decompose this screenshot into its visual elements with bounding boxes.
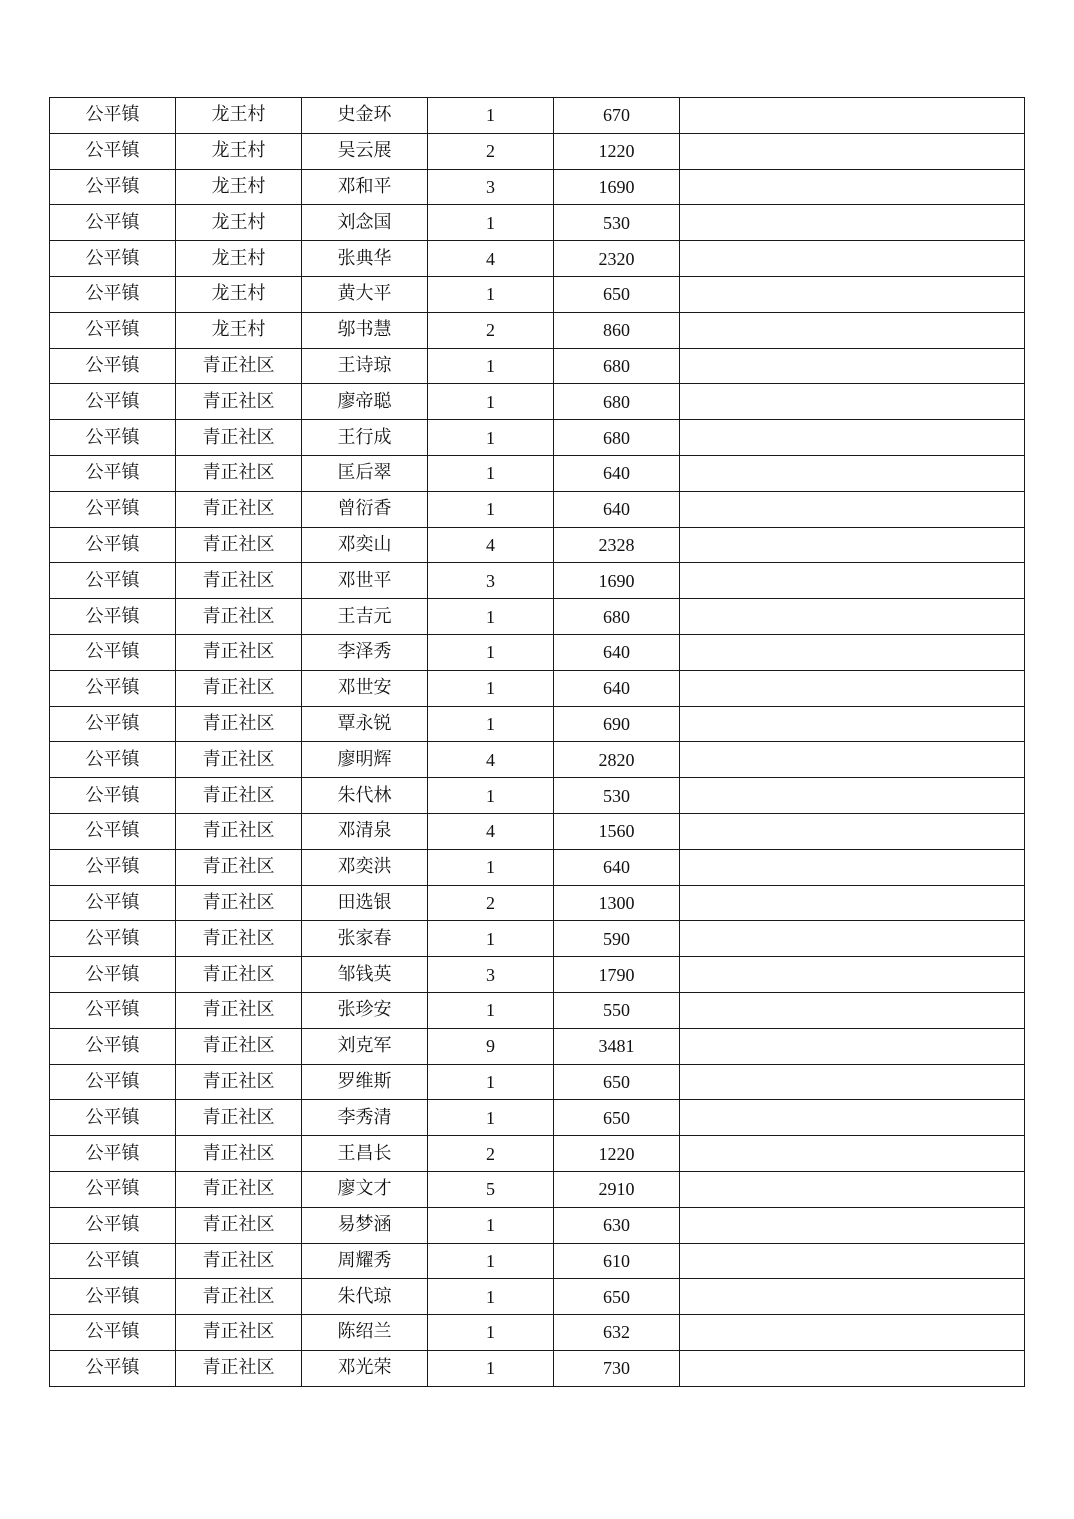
town-cell: 公平镇 — [50, 1279, 176, 1315]
town-cell: 公平镇 — [50, 241, 176, 277]
household-size-cell: 1 — [428, 1207, 554, 1243]
household-size-cell: 3 — [428, 169, 554, 205]
table-row — [50, 1207, 1025, 1243]
amount-cell: 590 — [554, 921, 680, 957]
remarks-cell — [680, 1207, 1025, 1243]
remarks-cell — [680, 455, 1025, 491]
town-cell: 公平镇 — [50, 205, 176, 241]
table-body — [50, 98, 1025, 1387]
town-cell: 公平镇 — [50, 634, 176, 670]
table-row — [50, 599, 1025, 635]
town-cell: 公平镇 — [50, 169, 176, 205]
remarks-cell — [680, 420, 1025, 456]
remarks-cell — [680, 1279, 1025, 1315]
remarks-cell — [680, 205, 1025, 241]
table-row — [50, 563, 1025, 599]
amount-cell: 680 — [554, 420, 680, 456]
village-cell: 青正社区 — [176, 957, 302, 993]
remarks-cell — [680, 742, 1025, 778]
table-row — [50, 348, 1025, 384]
remarks-cell — [680, 599, 1025, 635]
name-cell: 邓奕洪 — [302, 849, 428, 885]
village-cell: 青正社区 — [176, 992, 302, 1028]
name-cell: 邹钱英 — [302, 957, 428, 993]
amount-cell: 680 — [554, 384, 680, 420]
amount-cell: 690 — [554, 706, 680, 742]
name-cell: 邓奕山 — [302, 527, 428, 563]
remarks-cell — [680, 634, 1025, 670]
remarks-cell — [680, 527, 1025, 563]
remarks-cell — [680, 849, 1025, 885]
household-size-cell: 2 — [428, 1136, 554, 1172]
amount-cell: 1690 — [554, 563, 680, 599]
village-cell: 青正社区 — [176, 384, 302, 420]
remarks-cell — [680, 348, 1025, 384]
town-cell: 公平镇 — [50, 133, 176, 169]
table-row — [50, 634, 1025, 670]
table-row — [50, 1136, 1025, 1172]
name-cell: 刘克军 — [302, 1028, 428, 1064]
household-size-cell: 1 — [428, 706, 554, 742]
name-cell: 吴云展 — [302, 133, 428, 169]
household-size-cell: 5 — [428, 1171, 554, 1207]
village-cell: 青正社区 — [176, 1243, 302, 1279]
name-cell: 陈绍兰 — [302, 1315, 428, 1351]
village-cell: 龙王村 — [176, 169, 302, 205]
remarks-cell — [680, 706, 1025, 742]
remarks-cell — [680, 813, 1025, 849]
household-size-cell: 1 — [428, 384, 554, 420]
town-cell: 公平镇 — [50, 670, 176, 706]
amount-cell: 630 — [554, 1207, 680, 1243]
town-cell: 公平镇 — [50, 455, 176, 491]
town-cell: 公平镇 — [50, 1207, 176, 1243]
name-cell: 田选银 — [302, 885, 428, 921]
household-size-cell: 1 — [428, 1350, 554, 1386]
table-row — [50, 742, 1025, 778]
village-cell: 青正社区 — [176, 1064, 302, 1100]
table-row — [50, 1350, 1025, 1386]
remarks-cell — [680, 1064, 1025, 1100]
remarks-cell — [680, 241, 1025, 277]
town-cell: 公平镇 — [50, 1171, 176, 1207]
name-cell: 邓世平 — [302, 563, 428, 599]
village-cell: 青正社区 — [176, 420, 302, 456]
remarks-cell — [680, 312, 1025, 348]
table-row — [50, 420, 1025, 456]
amount-cell: 1790 — [554, 957, 680, 993]
amount-cell: 1560 — [554, 813, 680, 849]
town-cell: 公平镇 — [50, 957, 176, 993]
name-cell: 黄大平 — [302, 276, 428, 312]
name-cell: 朱代琼 — [302, 1279, 428, 1315]
remarks-cell — [680, 98, 1025, 134]
remarks-cell — [680, 957, 1025, 993]
household-size-cell: 3 — [428, 563, 554, 599]
household-size-cell: 1 — [428, 491, 554, 527]
village-cell: 青正社区 — [176, 348, 302, 384]
household-size-cell: 4 — [428, 813, 554, 849]
remarks-cell — [680, 670, 1025, 706]
village-cell: 青正社区 — [176, 885, 302, 921]
amount-cell: 530 — [554, 778, 680, 814]
town-cell: 公平镇 — [50, 921, 176, 957]
table-row — [50, 384, 1025, 420]
amount-cell: 670 — [554, 98, 680, 134]
table-row — [50, 1243, 1025, 1279]
table-row — [50, 706, 1025, 742]
town-cell: 公平镇 — [50, 1028, 176, 1064]
village-cell: 青正社区 — [176, 778, 302, 814]
amount-cell: 2820 — [554, 742, 680, 778]
name-cell: 张家春 — [302, 921, 428, 957]
remarks-cell — [680, 1100, 1025, 1136]
name-cell: 史金环 — [302, 98, 428, 134]
village-cell: 青正社区 — [176, 1315, 302, 1351]
town-cell: 公平镇 — [50, 778, 176, 814]
name-cell: 邬书慧 — [302, 312, 428, 348]
amount-cell: 1220 — [554, 133, 680, 169]
name-cell: 王行成 — [302, 420, 428, 456]
amount-cell: 680 — [554, 599, 680, 635]
household-size-cell: 1 — [428, 849, 554, 885]
table-row — [50, 98, 1025, 134]
village-cell: 青正社区 — [176, 706, 302, 742]
name-cell: 王吉元 — [302, 599, 428, 635]
amount-cell: 2320 — [554, 241, 680, 277]
village-cell: 青正社区 — [176, 921, 302, 957]
name-cell: 覃永锐 — [302, 706, 428, 742]
remarks-cell — [680, 992, 1025, 1028]
village-cell: 青正社区 — [176, 634, 302, 670]
household-size-cell: 1 — [428, 921, 554, 957]
table-row — [50, 276, 1025, 312]
town-cell: 公平镇 — [50, 420, 176, 456]
amount-cell: 550 — [554, 992, 680, 1028]
amount-cell: 530 — [554, 205, 680, 241]
town-cell: 公平镇 — [50, 1100, 176, 1136]
village-cell: 青正社区 — [176, 1171, 302, 1207]
remarks-cell — [680, 491, 1025, 527]
household-size-cell: 1 — [428, 778, 554, 814]
amount-cell: 2328 — [554, 527, 680, 563]
name-cell: 邓和平 — [302, 169, 428, 205]
village-cell: 青正社区 — [176, 563, 302, 599]
table-row — [50, 169, 1025, 205]
table-row — [50, 312, 1025, 348]
town-cell: 公平镇 — [50, 1350, 176, 1386]
village-cell: 青正社区 — [176, 491, 302, 527]
name-cell: 刘念国 — [302, 205, 428, 241]
table-row — [50, 1171, 1025, 1207]
name-cell: 张典华 — [302, 241, 428, 277]
table-row — [50, 992, 1025, 1028]
table-row — [50, 885, 1025, 921]
remarks-cell — [680, 563, 1025, 599]
village-cell: 青正社区 — [176, 1100, 302, 1136]
amount-cell: 1220 — [554, 1136, 680, 1172]
household-size-cell: 1 — [428, 98, 554, 134]
amount-cell: 1690 — [554, 169, 680, 205]
remarks-cell — [680, 384, 1025, 420]
household-size-cell: 1 — [428, 1315, 554, 1351]
town-cell: 公平镇 — [50, 527, 176, 563]
name-cell: 李泽秀 — [302, 634, 428, 670]
town-cell: 公平镇 — [50, 849, 176, 885]
remarks-cell — [680, 276, 1025, 312]
table-row — [50, 455, 1025, 491]
village-cell: 青正社区 — [176, 455, 302, 491]
town-cell: 公平镇 — [50, 813, 176, 849]
table-row — [50, 133, 1025, 169]
household-size-cell: 1 — [428, 992, 554, 1028]
name-cell: 朱代林 — [302, 778, 428, 814]
table-row — [50, 1279, 1025, 1315]
village-cell: 青正社区 — [176, 742, 302, 778]
table-row — [50, 1028, 1025, 1064]
town-cell: 公平镇 — [50, 98, 176, 134]
name-cell: 王诗琼 — [302, 348, 428, 384]
remarks-cell — [680, 1350, 1025, 1386]
name-cell: 李秀清 — [302, 1100, 428, 1136]
name-cell: 周耀秀 — [302, 1243, 428, 1279]
village-cell: 青正社区 — [176, 1136, 302, 1172]
household-size-cell: 1 — [428, 634, 554, 670]
town-cell: 公平镇 — [50, 1064, 176, 1100]
household-size-cell: 2 — [428, 885, 554, 921]
village-cell: 龙王村 — [176, 241, 302, 277]
village-cell: 龙王村 — [176, 312, 302, 348]
relief-roster-table — [49, 97, 1025, 1387]
table-row — [50, 1100, 1025, 1136]
amount-cell: 640 — [554, 491, 680, 527]
amount-cell: 640 — [554, 670, 680, 706]
town-cell: 公平镇 — [50, 742, 176, 778]
name-cell: 廖文才 — [302, 1171, 428, 1207]
remarks-cell — [680, 921, 1025, 957]
village-cell: 青正社区 — [176, 599, 302, 635]
town-cell: 公平镇 — [50, 563, 176, 599]
village-cell: 青正社区 — [176, 527, 302, 563]
household-size-cell: 2 — [428, 312, 554, 348]
table-row — [50, 849, 1025, 885]
town-cell: 公平镇 — [50, 491, 176, 527]
village-cell: 青正社区 — [176, 1350, 302, 1386]
remarks-cell — [680, 1315, 1025, 1351]
household-size-cell: 9 — [428, 1028, 554, 1064]
village-cell: 青正社区 — [176, 1279, 302, 1315]
village-cell: 龙王村 — [176, 205, 302, 241]
remarks-cell — [680, 133, 1025, 169]
name-cell: 曾衍香 — [302, 491, 428, 527]
name-cell: 罗维斯 — [302, 1064, 428, 1100]
household-size-cell: 3 — [428, 957, 554, 993]
amount-cell: 650 — [554, 276, 680, 312]
amount-cell: 640 — [554, 455, 680, 491]
name-cell: 王昌长 — [302, 1136, 428, 1172]
household-size-cell: 4 — [428, 742, 554, 778]
amount-cell: 632 — [554, 1315, 680, 1351]
table-row — [50, 670, 1025, 706]
amount-cell: 2910 — [554, 1171, 680, 1207]
remarks-cell — [680, 778, 1025, 814]
household-size-cell: 1 — [428, 1243, 554, 1279]
remarks-cell — [680, 1136, 1025, 1172]
remarks-cell — [680, 885, 1025, 921]
village-cell: 青正社区 — [176, 1207, 302, 1243]
amount-cell: 1300 — [554, 885, 680, 921]
town-cell: 公平镇 — [50, 992, 176, 1028]
town-cell: 公平镇 — [50, 348, 176, 384]
name-cell: 邓清泉 — [302, 813, 428, 849]
name-cell: 易梦涵 — [302, 1207, 428, 1243]
table-row — [50, 241, 1025, 277]
name-cell: 匡后翠 — [302, 455, 428, 491]
household-size-cell: 1 — [428, 599, 554, 635]
remarks-cell — [680, 1171, 1025, 1207]
household-size-cell: 1 — [428, 1100, 554, 1136]
town-cell: 公平镇 — [50, 1136, 176, 1172]
town-cell: 公平镇 — [50, 706, 176, 742]
table-row — [50, 527, 1025, 563]
name-cell: 廖明辉 — [302, 742, 428, 778]
remarks-cell — [680, 1028, 1025, 1064]
household-size-cell: 1 — [428, 455, 554, 491]
table-row — [50, 778, 1025, 814]
town-cell: 公平镇 — [50, 1243, 176, 1279]
remarks-cell — [680, 1243, 1025, 1279]
amount-cell: 640 — [554, 634, 680, 670]
table-row — [50, 957, 1025, 993]
village-cell: 龙王村 — [176, 133, 302, 169]
name-cell: 邓光荣 — [302, 1350, 428, 1386]
table-row — [50, 921, 1025, 957]
name-cell: 廖帝聪 — [302, 384, 428, 420]
village-cell: 龙王村 — [176, 98, 302, 134]
name-cell: 邓世安 — [302, 670, 428, 706]
table-row — [50, 1064, 1025, 1100]
town-cell: 公平镇 — [50, 599, 176, 635]
table-row — [50, 813, 1025, 849]
household-size-cell: 1 — [428, 420, 554, 456]
household-size-cell: 1 — [428, 1064, 554, 1100]
household-size-cell: 4 — [428, 241, 554, 277]
village-cell: 青正社区 — [176, 670, 302, 706]
town-cell: 公平镇 — [50, 312, 176, 348]
household-size-cell: 4 — [428, 527, 554, 563]
household-size-cell: 2 — [428, 133, 554, 169]
town-cell: 公平镇 — [50, 1315, 176, 1351]
table-row — [50, 1315, 1025, 1351]
amount-cell: 680 — [554, 348, 680, 384]
amount-cell: 650 — [554, 1100, 680, 1136]
household-size-cell: 1 — [428, 276, 554, 312]
table-row — [50, 205, 1025, 241]
amount-cell: 610 — [554, 1243, 680, 1279]
remarks-cell — [680, 169, 1025, 205]
town-cell: 公平镇 — [50, 276, 176, 312]
amount-cell: 650 — [554, 1279, 680, 1315]
amount-cell: 860 — [554, 312, 680, 348]
village-cell: 青正社区 — [176, 813, 302, 849]
amount-cell: 730 — [554, 1350, 680, 1386]
household-size-cell: 1 — [428, 205, 554, 241]
table-row — [50, 491, 1025, 527]
town-cell: 公平镇 — [50, 885, 176, 921]
village-cell: 青正社区 — [176, 1028, 302, 1064]
household-size-cell: 1 — [428, 348, 554, 384]
village-cell: 龙王村 — [176, 276, 302, 312]
village-cell: 青正社区 — [176, 849, 302, 885]
amount-cell: 650 — [554, 1064, 680, 1100]
household-size-cell: 1 — [428, 1279, 554, 1315]
household-size-cell: 1 — [428, 670, 554, 706]
town-cell: 公平镇 — [50, 384, 176, 420]
name-cell: 张珍安 — [302, 992, 428, 1028]
amount-cell: 3481 — [554, 1028, 680, 1064]
amount-cell: 640 — [554, 849, 680, 885]
